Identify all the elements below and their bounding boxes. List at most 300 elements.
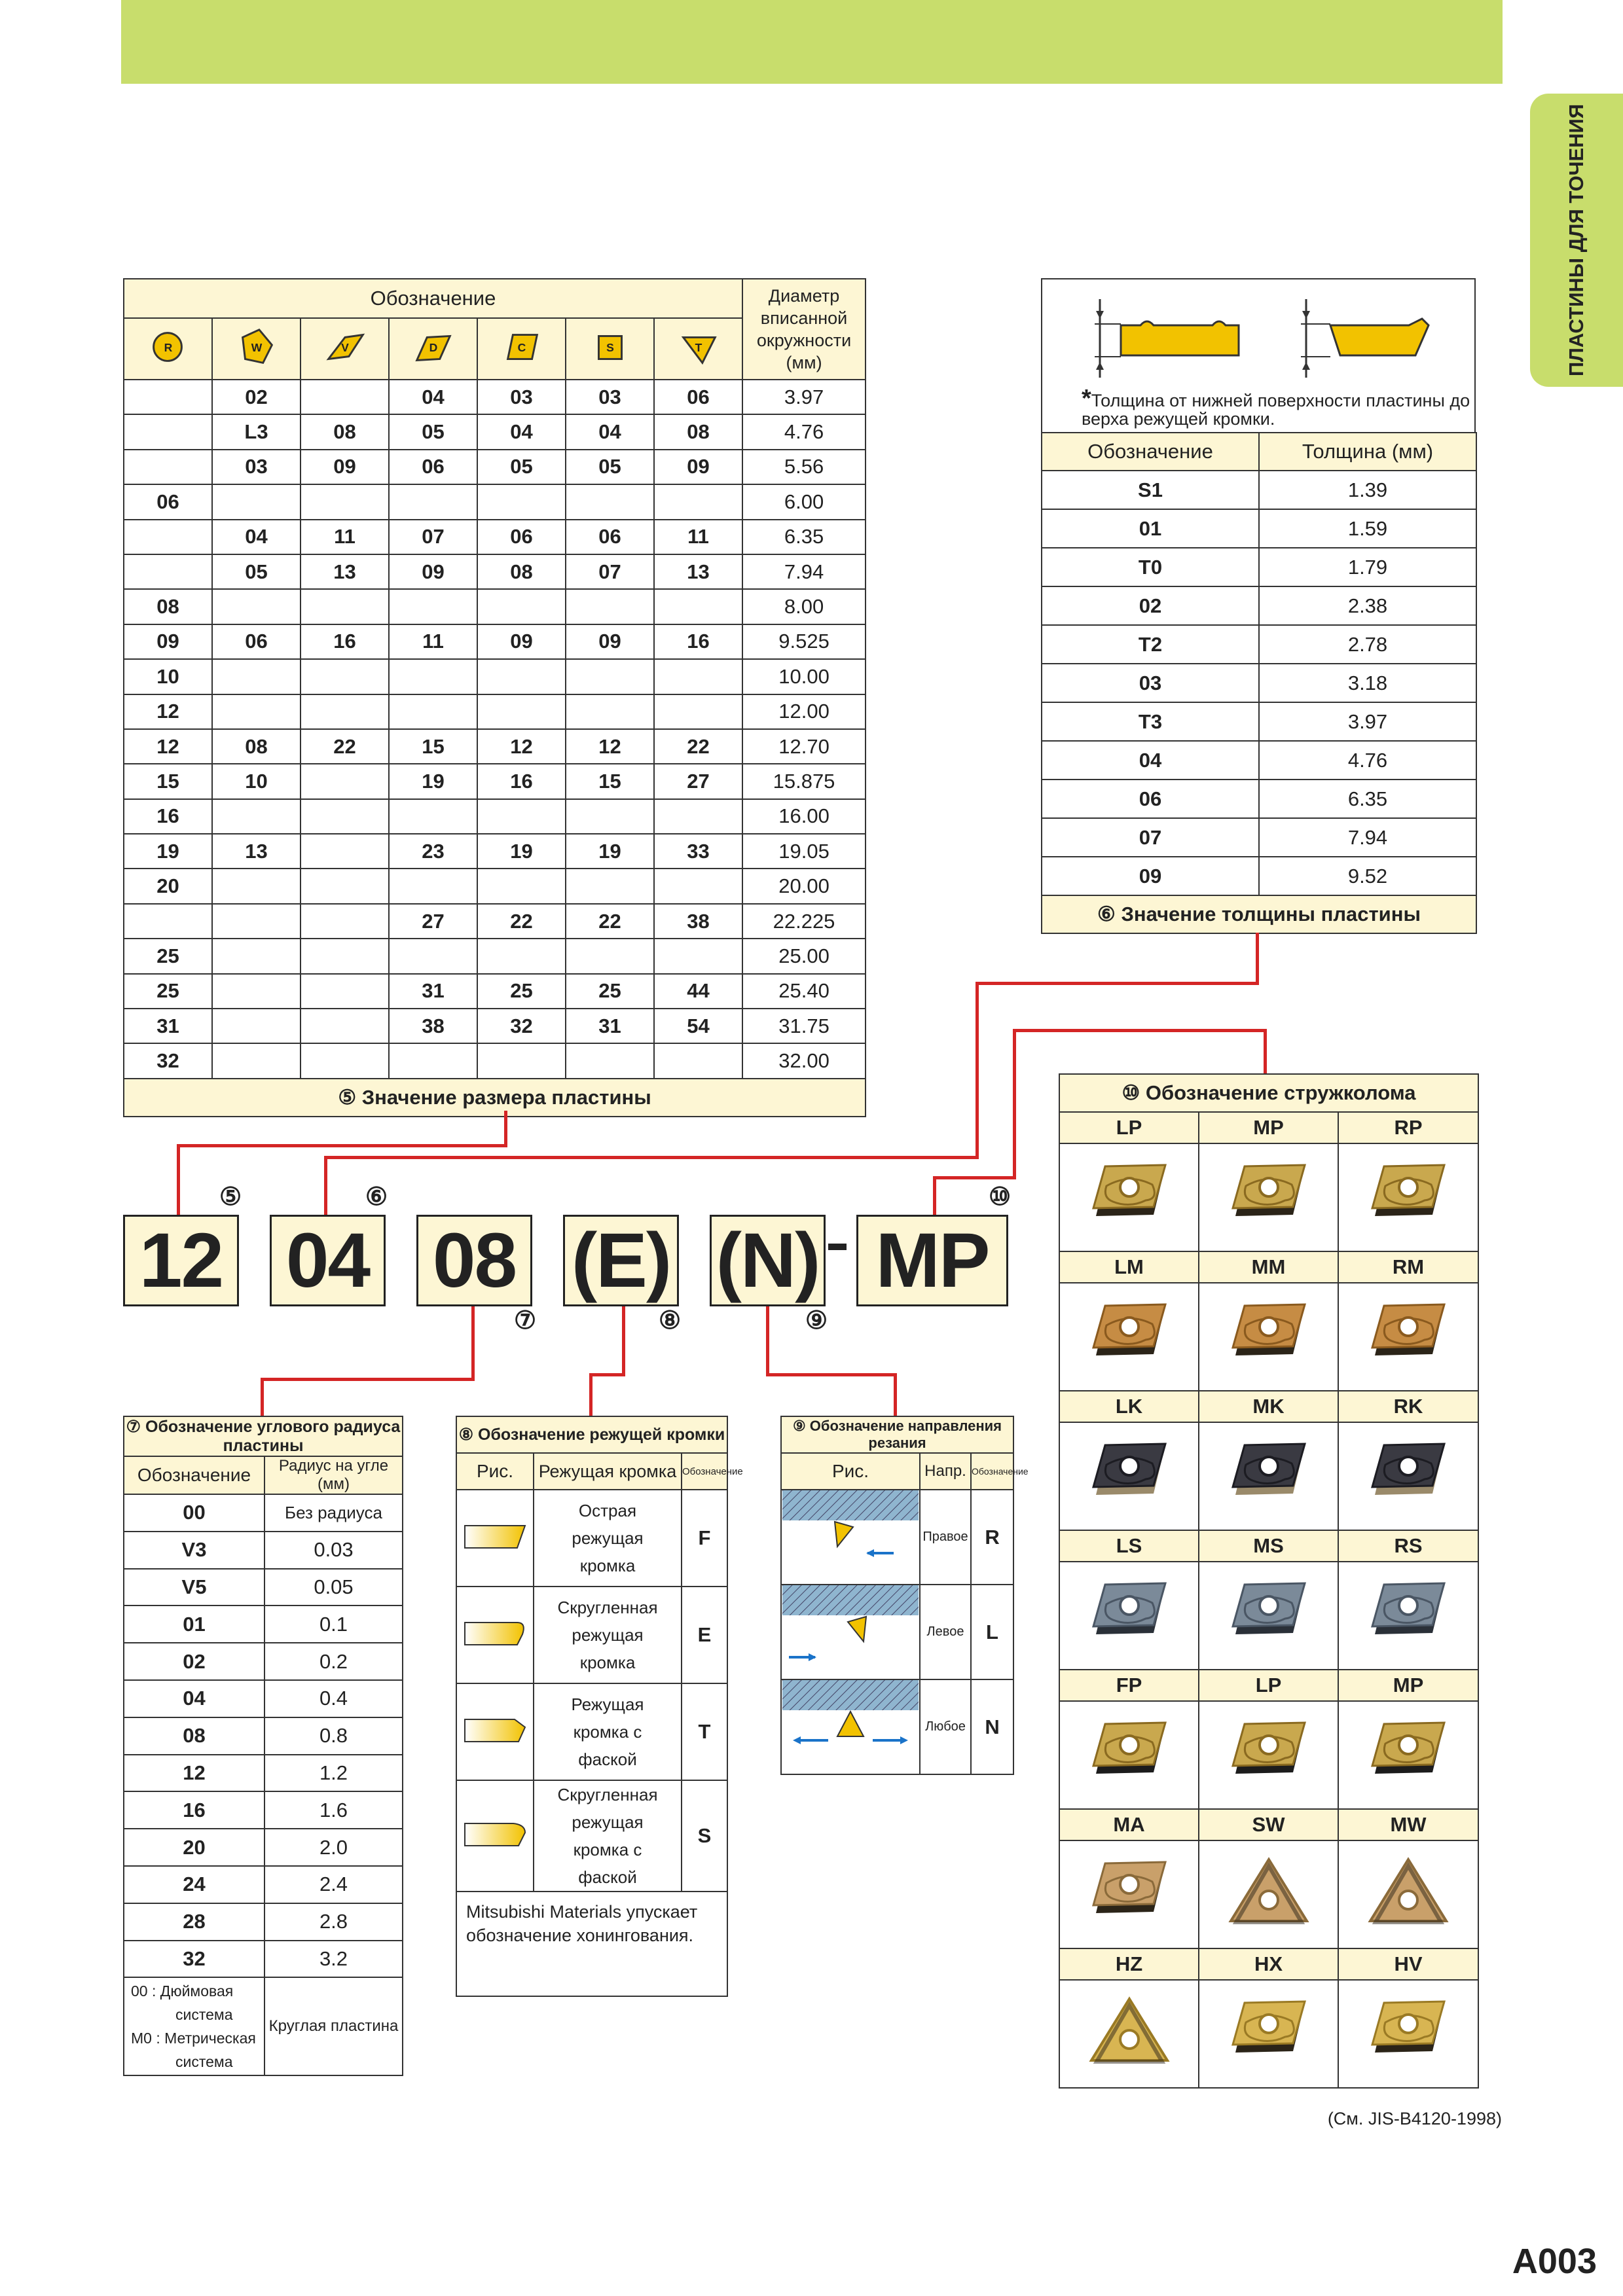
edge-profile-icon	[461, 1511, 529, 1562]
direction-row	[781, 1585, 1013, 1679]
radius-row	[124, 1829, 403, 1866]
size-code-cell: 13	[654, 554, 742, 589]
size-code-cell: 22	[654, 729, 742, 764]
connector-line	[324, 1156, 979, 1159]
radius-header-value: Радиус на угле (мм)	[264, 1456, 403, 1494]
size-code-cell	[212, 589, 301, 624]
size-code-cell	[654, 589, 742, 624]
chipbreaker-image-cell	[1199, 1283, 1338, 1391]
size-code-cell: 15	[389, 729, 477, 764]
radius-row	[124, 1755, 403, 1792]
size-diameter-cell: 25.40	[742, 974, 866, 1009]
size-code-cell: 25	[124, 974, 212, 1009]
size-row	[124, 520, 866, 554]
size-code-cell: 25	[124, 939, 212, 973]
size-code-cell: 32	[477, 1009, 566, 1043]
size-code-cell	[389, 589, 477, 624]
chipbreaker-label: MS	[1199, 1530, 1338, 1562]
size-code-cell: 54	[654, 1009, 742, 1043]
size-code-cell: 16	[477, 764, 566, 798]
code-radius: 08	[416, 1215, 532, 1306]
size-code-cell: 12	[124, 729, 212, 764]
size-diameter-cell: 31.75	[742, 1009, 866, 1043]
insert-shape-r-icon	[144, 323, 192, 372]
size-code-cell	[477, 484, 566, 519]
radius-code-cell: 08	[124, 1717, 264, 1755]
radius-value-cell: 1.2	[264, 1755, 403, 1792]
edge-row	[456, 1683, 727, 1780]
size-code-cell	[124, 904, 212, 939]
size-code-cell: 09	[389, 554, 477, 589]
size-code-cell: 08	[124, 589, 212, 624]
size-code-cell: 31	[566, 1009, 654, 1043]
size-code-cell: 09	[654, 450, 742, 484]
insert-shape-t-icon	[674, 323, 723, 372]
insert-ms-icon	[1220, 1571, 1318, 1657]
thickness-row	[1042, 664, 1476, 702]
insert-mp-icon	[1359, 1711, 1457, 1796]
chipbreaker-image-row	[1059, 1562, 1478, 1670]
insert-ma-icon	[1080, 1850, 1178, 1935]
size-code-cell: 19	[566, 834, 654, 869]
size-code-cell	[654, 659, 742, 694]
size-diameter-cell: 32.00	[742, 1043, 866, 1078]
size-code-cell: 06	[124, 484, 212, 519]
chipbreaker-label: MA	[1059, 1809, 1199, 1840]
insert-lk-icon	[1080, 1432, 1178, 1517]
size-diameter-cell: 6.00	[742, 484, 866, 519]
size-code-cell	[654, 939, 742, 973]
insert-hx-icon	[1220, 1990, 1318, 2075]
size-row	[124, 554, 866, 589]
size-code-cell	[566, 484, 654, 519]
insert-shape-w-icon	[232, 323, 281, 372]
chipbreaker-table	[1059, 1073, 1479, 2089]
chipbreaker-label: RK	[1338, 1391, 1478, 1422]
shape-c-cell	[477, 318, 566, 380]
marker-5: ⑤	[219, 1183, 242, 1211]
size-code-cell: 11	[389, 624, 477, 659]
chipbreaker-image-row	[1059, 1840, 1478, 1948]
size-code-cell: 11	[654, 520, 742, 554]
edge-figure-cell	[456, 1683, 534, 1780]
insert-ls-icon	[1080, 1571, 1178, 1657]
radius-code-cell: 16	[124, 1791, 264, 1829]
chipbreaker-image-cell	[1199, 1562, 1338, 1670]
radius-row	[124, 1643, 403, 1680]
chipbreaker-label: HV	[1338, 1948, 1478, 1980]
size-code-cell: 08	[477, 554, 566, 589]
size-code-cell: 33	[654, 834, 742, 869]
code-dash	[828, 1244, 847, 1250]
chipbreaker-image-row	[1059, 1980, 1478, 2088]
size-code-cell	[301, 1043, 389, 1078]
size-diameter-cell: 7.94	[742, 554, 866, 589]
chipbreaker-image-cell	[1338, 1562, 1478, 1670]
connector-line	[589, 1373, 625, 1376]
size-code-cell: 11	[301, 520, 389, 554]
radius-code-cell: 02	[124, 1643, 264, 1680]
size-table	[123, 278, 866, 1117]
size-code-cell: 25	[477, 974, 566, 1009]
size-code-cell	[477, 939, 566, 973]
connector-line	[1264, 1029, 1267, 1073]
size-code-cell: 27	[389, 904, 477, 939]
size-code-cell	[477, 659, 566, 694]
size-diameter-cell: 12.70	[742, 729, 866, 764]
edge-profile-icon	[461, 1705, 529, 1756]
size-diameter-cell: 10.00	[742, 659, 866, 694]
direction-label-cell: Любое	[920, 1679, 971, 1774]
radius-row	[124, 1903, 403, 1941]
code-edge: (E)	[563, 1215, 679, 1306]
insert-shape-v-icon	[321, 323, 369, 372]
insert-lp-icon	[1220, 1711, 1318, 1796]
direction-header-fig: Рис.	[781, 1453, 920, 1490]
cutting-direction-icon	[782, 1680, 919, 1770]
edge-code-cell: F	[682, 1490, 727, 1587]
size-code-cell	[301, 869, 389, 903]
chipbreaker-image-cell	[1338, 1980, 1478, 2088]
chipbreaker-label: LP	[1059, 1112, 1199, 1143]
connector-line	[471, 1304, 475, 1381]
chipbreaker-label: HX	[1199, 1948, 1338, 1980]
section-tab[interactable]	[1530, 94, 1623, 387]
size-code-cell: 06	[477, 520, 566, 554]
size-header-diameter: Диаметр вписанной окружности (мм)	[742, 279, 866, 380]
radius-value-cell: 3.2	[264, 1941, 403, 1978]
radius-header-designation: Обозначение	[124, 1456, 264, 1494]
code-direction: (N)	[710, 1215, 826, 1306]
thickness-code-cell: 01	[1042, 509, 1259, 548]
size-row	[124, 589, 866, 624]
radius-note-right: Круглая пластина	[264, 1977, 403, 2075]
size-code-cell: 12	[477, 729, 566, 764]
thickness-value-cell: 6.35	[1259, 780, 1476, 818]
edge-profile-icon	[461, 1809, 529, 1860]
size-row	[124, 484, 866, 519]
size-code-cell	[301, 939, 389, 973]
size-code-cell: 16	[124, 799, 212, 834]
size-code-cell	[477, 694, 566, 729]
thickness-row	[1042, 509, 1476, 548]
source-note: (См. JIS-B4120-1998)	[1327, 2109, 1502, 2128]
insert-fp-icon	[1080, 1711, 1178, 1796]
size-code-cell	[566, 1043, 654, 1078]
size-code-cell	[566, 869, 654, 903]
size-code-cell: 19	[124, 834, 212, 869]
edge-description-cell: Скругленная режущая кромка с фаской	[534, 1780, 682, 1892]
insert-mw-icon	[1362, 1850, 1454, 1935]
radius-code-cell: 28	[124, 1903, 264, 1941]
thickness-code-cell: S1	[1042, 471, 1259, 509]
edge-code-cell: S	[682, 1780, 727, 1892]
chipbreaker-label: HZ	[1059, 1948, 1199, 1980]
size-code-cell: 20	[124, 869, 212, 903]
chipbreaker-label: MM	[1199, 1251, 1338, 1283]
page-number: A003	[1512, 2242, 1597, 2281]
chipbreaker-label-row	[1059, 1809, 1478, 1840]
connector-line	[177, 1144, 507, 1147]
edge-profile-icon	[461, 1608, 529, 1659]
size-code-cell: 05	[389, 414, 477, 449]
radius-code-cell: 04	[124, 1680, 264, 1717]
size-code-cell: 23	[389, 834, 477, 869]
svg-text:C: C	[517, 340, 526, 354]
size-code-cell: 04	[389, 380, 477, 414]
thickness-diagram	[1041, 278, 1476, 432]
connector-line	[622, 1304, 625, 1376]
shape-w-cell	[212, 318, 301, 380]
edge-figure-cell	[456, 1587, 534, 1683]
code-thickness: 04	[270, 1215, 386, 1306]
cutting-direction-icon	[782, 1490, 919, 1581]
radius-code-cell: 20	[124, 1829, 264, 1866]
insert-rp-icon	[1359, 1153, 1457, 1238]
size-diameter-cell: 25.00	[742, 939, 866, 973]
edge-figure-cell	[456, 1490, 534, 1587]
direction-table-title: ⑨ Обозначение направления резания	[781, 1416, 1013, 1453]
chipbreaker-image-cell	[1059, 1840, 1199, 1948]
size-code-cell	[566, 939, 654, 973]
chipbreaker-label: LP	[1199, 1670, 1338, 1701]
size-code-cell	[301, 659, 389, 694]
radius-value-cell: 2.8	[264, 1903, 403, 1941]
edge-description-cell: Режущая кромка с фаской	[534, 1683, 682, 1780]
chipbreaker-image-cell	[1059, 1283, 1199, 1391]
chipbreaker-image-cell	[1338, 1143, 1478, 1251]
radius-row	[124, 1605, 403, 1643]
shape-v-cell	[301, 318, 389, 380]
size-code-cell	[212, 939, 301, 973]
size-row	[124, 414, 866, 449]
connector-line	[177, 1144, 180, 1216]
shape-r-cell	[124, 318, 212, 380]
chipbreaker-image-cell	[1059, 1980, 1199, 2088]
insert-lp-icon	[1080, 1153, 1178, 1238]
svg-text:W: W	[251, 340, 262, 354]
size-code-cell: 32	[124, 1043, 212, 1078]
connector-line	[589, 1373, 593, 1417]
radius-value-cell: 0.1	[264, 1605, 403, 1643]
size-code-cell: 10	[124, 659, 212, 694]
connector-line	[1013, 1029, 1016, 1179]
size-code-cell: 13	[301, 554, 389, 589]
radius-row	[124, 1532, 403, 1569]
chipbreaker-image-row	[1059, 1283, 1478, 1391]
size-code-cell: L3	[212, 414, 301, 449]
radius-note-left: 00 : Дюймовая система M0 : Метрическая система	[124, 1977, 264, 2075]
size-code-cell	[124, 520, 212, 554]
size-code-cell	[124, 554, 212, 589]
marker-7: ⑦	[514, 1307, 537, 1335]
connector-line	[324, 1156, 327, 1216]
size-code-cell	[301, 694, 389, 729]
radius-row	[124, 1866, 403, 1903]
chipbreaker-label: FP	[1059, 1670, 1199, 1701]
thickness-value-cell: 3.97	[1259, 702, 1476, 741]
connector-line	[766, 1373, 897, 1376]
radius-value-cell: 2.0	[264, 1829, 403, 1866]
chipbreaker-label: LS	[1059, 1530, 1199, 1562]
chipbreaker-image-row	[1059, 1422, 1478, 1530]
size-code-cell: 06	[566, 520, 654, 554]
size-diameter-cell: 8.00	[742, 589, 866, 624]
size-code-cell	[301, 834, 389, 869]
size-code-cell	[566, 694, 654, 729]
shape-d-cell	[389, 318, 477, 380]
size-code-cell: 13	[212, 834, 301, 869]
size-code-cell: 07	[566, 554, 654, 589]
size-code-cell: 06	[389, 450, 477, 484]
insert-mk-icon	[1220, 1432, 1318, 1517]
size-row	[124, 729, 866, 764]
chipbreaker-image-cell	[1059, 1701, 1199, 1809]
direction-code-cell: L	[971, 1585, 1013, 1679]
size-code-cell	[477, 799, 566, 834]
thickness-value-cell: 2.38	[1259, 586, 1476, 625]
size-code-cell: 16	[654, 624, 742, 659]
connector-line	[976, 982, 979, 1158]
chipbreaker-image-cell	[1199, 1143, 1338, 1251]
chipbreaker-label: MK	[1199, 1391, 1338, 1422]
size-row	[124, 1043, 866, 1078]
chipbreaker-title: ⑩ Обозначение стружколома	[1059, 1074, 1478, 1112]
thickness-value-cell: 3.18	[1259, 664, 1476, 702]
size-code-cell	[389, 484, 477, 519]
radius-row	[124, 1680, 403, 1717]
chipbreaker-label: RP	[1338, 1112, 1478, 1143]
size-code-cell	[124, 414, 212, 449]
insert-shape-d-icon	[409, 323, 458, 372]
radius-code-cell: V5	[124, 1569, 264, 1606]
size-code-cell: 15	[124, 764, 212, 798]
size-code-cell	[212, 974, 301, 1009]
insert-shape-c-icon	[498, 323, 546, 372]
direction-figure-cell	[781, 1679, 920, 1774]
size-code-cell: 04	[477, 414, 566, 449]
size-diameter-cell: 3.97	[742, 380, 866, 414]
chipbreaker-image-cell	[1338, 1283, 1478, 1391]
size-code-cell	[477, 589, 566, 624]
size-code-cell: 15	[566, 764, 654, 798]
chipbreaker-label-row	[1059, 1670, 1478, 1701]
connector-line	[1013, 1029, 1267, 1032]
edge-row	[456, 1587, 727, 1683]
size-code-cell: 02	[212, 380, 301, 414]
chipbreaker-label-row	[1059, 1948, 1478, 1980]
thickness-code-cell: 03	[1042, 664, 1259, 702]
edge-header-edge: Режущая кромка	[534, 1453, 682, 1490]
radius-code-cell: 24	[124, 1866, 264, 1903]
thickness-note: *Толщина от нижней поверхности пластины до верха режущей кромки.	[1082, 385, 1470, 429]
size-code-cell: 05	[212, 554, 301, 589]
thickness-table-footer: ⑥ Значение толщины пластины	[1042, 895, 1476, 933]
size-code-cell	[654, 1043, 742, 1078]
size-code-cell: 09	[477, 624, 566, 659]
size-code-cell	[124, 380, 212, 414]
size-code-cell: 09	[301, 450, 389, 484]
edge-code-cell: T	[682, 1683, 727, 1780]
chipbreaker-label: MP	[1199, 1112, 1338, 1143]
connector-line	[766, 1304, 769, 1376]
insert-shape-s-icon	[586, 323, 634, 372]
direction-row	[781, 1679, 1013, 1774]
edge-note: Mitsubishi Materials упускает обозначение хонингования.	[456, 1892, 727, 1996]
size-code-cell	[566, 799, 654, 834]
radius-value-cell: Без радиуса	[264, 1494, 403, 1532]
chipbreaker-image-cell	[1338, 1701, 1478, 1809]
shape-s-cell	[566, 318, 654, 380]
direction-label-cell: Правое	[920, 1490, 971, 1585]
size-code-cell: 08	[301, 414, 389, 449]
size-diameter-cell: 6.35	[742, 520, 866, 554]
marker-10: ⑩	[989, 1183, 1012, 1211]
direction-row	[781, 1490, 1013, 1585]
size-code-cell: 38	[389, 1009, 477, 1043]
edge-row	[456, 1490, 727, 1587]
thickness-header-value: Толщина (мм)	[1259, 433, 1476, 471]
size-code-cell	[389, 869, 477, 903]
size-code-cell: 44	[654, 974, 742, 1009]
thickness-code-cell: 06	[1042, 780, 1259, 818]
radius-row	[124, 1569, 403, 1606]
chipbreaker-image-cell	[1199, 1422, 1338, 1530]
edge-code-cell: E	[682, 1587, 727, 1683]
insert-rk-icon	[1359, 1432, 1457, 1517]
chipbreaker-image-row	[1059, 1143, 1478, 1251]
size-code-cell	[389, 1043, 477, 1078]
size-row	[124, 380, 866, 414]
size-code-cell: 05	[477, 450, 566, 484]
direction-code-cell: R	[971, 1490, 1013, 1585]
chipbreaker-label-row	[1059, 1251, 1478, 1283]
edge-figure-cell	[456, 1780, 534, 1892]
radius-code-cell: 00	[124, 1494, 264, 1532]
insert-hv-icon	[1359, 1990, 1457, 2075]
size-row	[124, 974, 866, 1009]
chipbreaker-label: SW	[1199, 1809, 1338, 1840]
insert-lm-icon	[1080, 1293, 1178, 1378]
insert-mp-icon	[1220, 1153, 1318, 1238]
size-row	[124, 904, 866, 939]
size-code-cell	[301, 974, 389, 1009]
radius-value-cell: 0.2	[264, 1643, 403, 1680]
size-diameter-cell: 12.00	[742, 694, 866, 729]
size-diameter-cell: 22.225	[742, 904, 866, 939]
chipbreaker-label: RS	[1338, 1530, 1478, 1562]
connector-line	[261, 1378, 264, 1417]
size-code-cell	[212, 869, 301, 903]
size-row	[124, 450, 866, 484]
radius-value-cell: 1.6	[264, 1791, 403, 1829]
thickness-value-cell: 9.52	[1259, 857, 1476, 895]
thickness-value-cell: 4.76	[1259, 741, 1476, 780]
direction-header-code: Обозначение	[971, 1453, 1013, 1490]
size-code-cell: 16	[301, 624, 389, 659]
size-code-cell: 06	[212, 624, 301, 659]
size-code-cell	[124, 450, 212, 484]
size-code-cell	[654, 694, 742, 729]
size-code-cell: 04	[212, 520, 301, 554]
marker-8: ⑧	[659, 1307, 682, 1335]
radius-row	[124, 1717, 403, 1755]
chipbreaker-label: LM	[1059, 1251, 1199, 1283]
size-code-cell: 03	[477, 380, 566, 414]
size-code-cell	[654, 484, 742, 519]
insert-rm-icon	[1359, 1293, 1457, 1378]
thickness-value-cell: 1.79	[1259, 548, 1476, 586]
